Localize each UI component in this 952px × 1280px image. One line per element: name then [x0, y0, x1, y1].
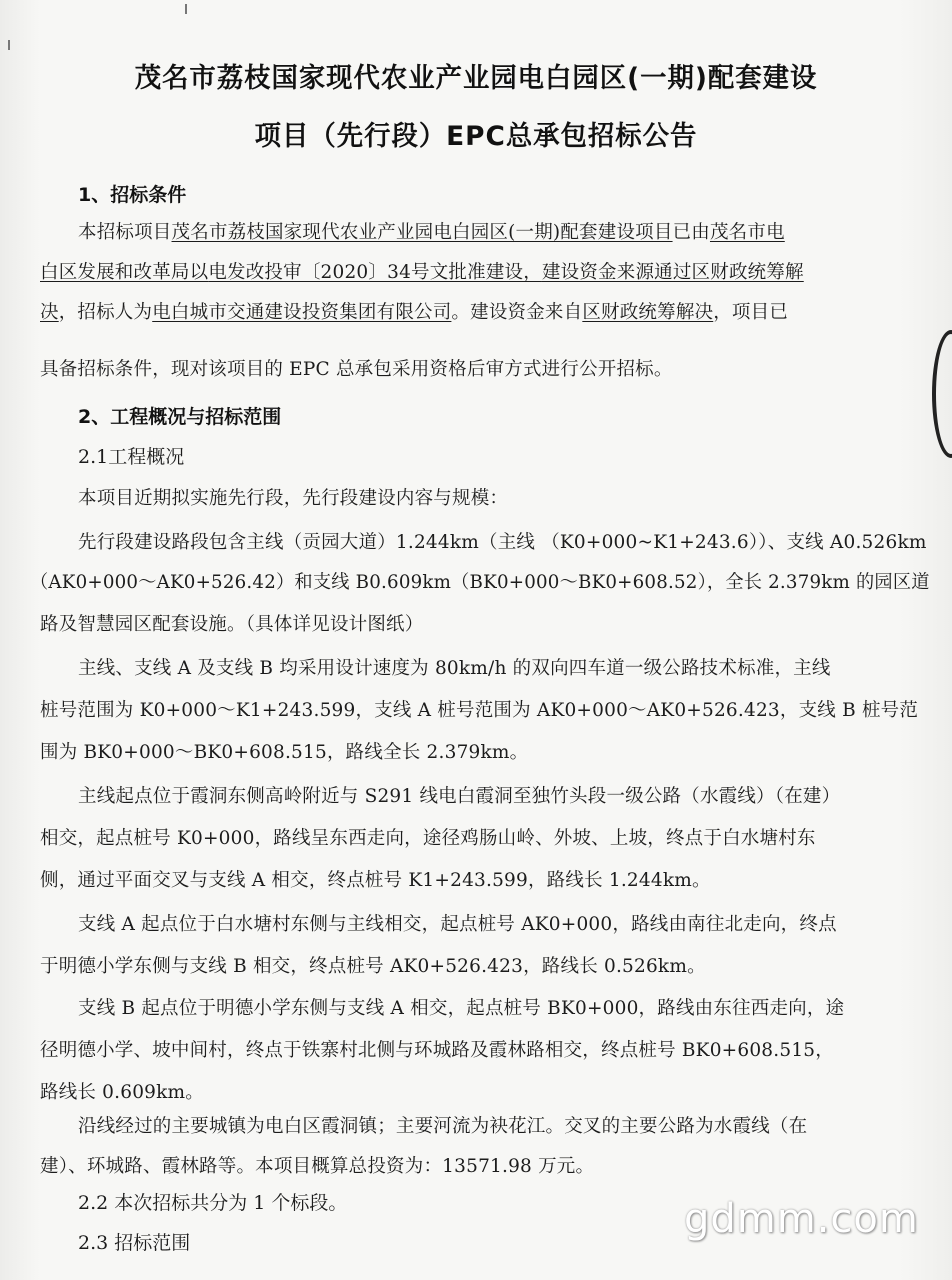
paragraph-line: 主线、支线 A 及支线 B 均采用设计速度为 80km/h 的双向四车道一级公路技术标准，主线 — [78, 658, 831, 679]
subsection-2-3: 2.3 招标范围 — [78, 1232, 191, 1254]
project-name: 茂名市荔枝国家现代农业产业园电白园区(一期)配套建设项目 — [171, 222, 673, 243]
document-title-line2: 项目（先行段）EPC总承包招标公告 — [254, 121, 698, 152]
section1-line2 — [40, 258, 804, 284]
paragraph-line: 围为 BK0+000～BK0+608.515，路线全长 2.379km。 — [40, 742, 529, 763]
scan-mark — [185, 4, 187, 14]
approver-name: 白区发展和改革局以 — [40, 262, 209, 283]
stamp-edge — [932, 330, 952, 458]
paragraph-line: 沿线经过的主要城镇为电白区霞洞镇；主要河流为袂花江。交叉的主要公路为水霞线（在 — [78, 1116, 808, 1137]
section2-heading: 2、工程概况与招标范围 — [78, 406, 282, 428]
approval-doc: 电发改投审〔2020〕34号文批准建设， — [208, 262, 542, 283]
paragraph-line: 相交，起点桩号 K0+000，路线呈东西走向，途径鸡肠山岭、外坡、上坡，终点于白水塘村东 — [40, 828, 816, 849]
paragraph-line: 支线 A 起点位于白水塘村东侧与主线相交，起点桩号 AK0+000，路线由南往北走向，终点 — [78, 914, 837, 935]
section1-heading: 1、招标条件 — [78, 184, 187, 206]
funding-source: 决 — [40, 302, 59, 323]
paragraph-line: 主线起点位于霞洞东侧高岭附近与 S291 线电白霞洞至独竹头段一级公路（水霞线）（在建） — [78, 786, 841, 807]
text-run: ，项目已 — [713, 302, 789, 323]
funding-source: 区财政统筹解决 — [582, 302, 714, 323]
paragraph-line: 支线 B 起点位于明德小学东侧与支线 A 相交，起点桩号 BK0+000，路线由东往西走向，途 — [78, 998, 845, 1019]
section1-line1 — [78, 218, 785, 244]
paragraph-line: 路及智慧园区配套设施。（具体详见设计图纸） — [40, 614, 424, 635]
paragraph-line: 桩号范围为 K0+000～K1+243.599，支线 A 桩号范围为 AK0+000～AK0+526.423，支线 B 桩号范 — [40, 700, 919, 721]
section1-line4: 具备招标条件，现对该项目的 EPC 总承包采用资格后审方式进行公开招标。 — [40, 359, 673, 380]
funding-source: 建设资金来源通过区财政统筹解 — [541, 262, 804, 283]
subsection-2-2: 2.2 本次招标共分为 1 个标段。 — [78, 1192, 348, 1214]
paragraph-line: 本项目近期拟实施先行段，先行段建设内容与规模： — [78, 488, 509, 509]
paragraph-line: 建）、环城路、霞林路等。本项目概算总投资为：13571.98 万元。 — [40, 1156, 595, 1177]
paragraph-line: （AK0+000～AK0+526.42）和支线 B0.609km（BK0+000～BK0+608.52），全长 2.379km 的园区道 — [30, 572, 930, 593]
text-run: 本招标项目 — [78, 222, 172, 243]
approver-name: 茂名市电 — [709, 222, 785, 243]
scan-mark — [8, 40, 10, 50]
text-run: 。建设资金来自 — [451, 302, 583, 323]
paragraph-line: 径明德小学、坡中间村，终点于铁寨村北侧与环城路及霞林路相交，终点桩号 BK0+608.515， — [40, 1040, 834, 1061]
tenderer-name: 电白城市交通建设投资集团有限公司 — [152, 302, 452, 323]
subsection-2-1: 2.1工程概况 — [78, 446, 185, 468]
section1-line3 — [40, 298, 788, 324]
paragraph-line: 先行段建设路段包含主线（贡园大道）1.244km（主线 （K0+000~K1+243.6））、支线 A0.526km — [78, 532, 927, 553]
document-title-line1: 茂名市荔枝国家现代农业产业园电白园区(一期)配套建设 — [134, 63, 818, 94]
paragraph-line: 路线长 0.609km。 — [40, 1082, 204, 1103]
text-run: 已由 — [672, 222, 710, 243]
site-watermark: gdmm.com — [684, 1196, 919, 1242]
paragraph-line: 侧，通过平面交叉与支线 A 相交，终点桩号 K1+243.599，路线长 1.244km。 — [40, 870, 711, 891]
paragraph-line: 于明德小学东侧与支线 B 相交，终点桩号 AK0+526.423，路线长 0.526km。 — [40, 956, 706, 977]
text-run: ，招标人为 — [58, 302, 153, 323]
